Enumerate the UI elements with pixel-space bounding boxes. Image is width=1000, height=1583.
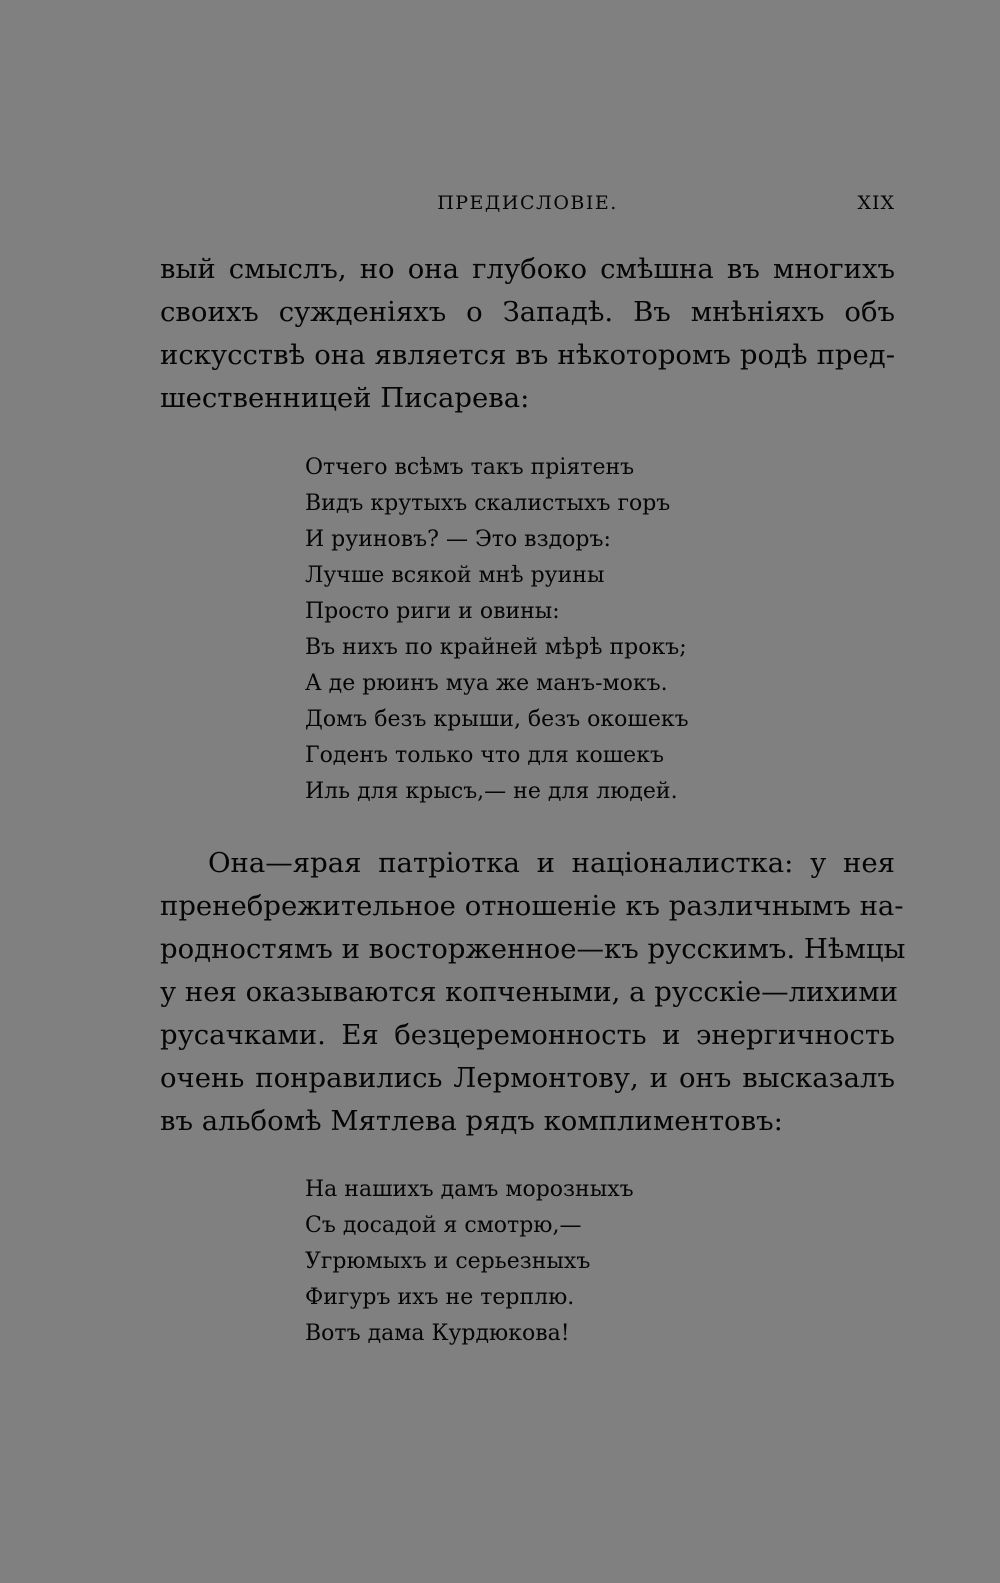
paragraph-2 [160, 842, 906, 1143]
text-line: очень понравились Лермонтову, и онъ высказалъ [160, 1062, 895, 1094]
running-title: ПРЕДИСЛОВІЕ. [437, 192, 618, 214]
paragraph-1 [160, 248, 895, 420]
text-line: вый смыслъ, но она глубоко смѣшна въ многихъ [160, 253, 895, 285]
verse-line: Иль для крысъ,— не для людей. [305, 779, 678, 804]
verse-line: Отчего всѣмъ такъ пріятенъ [305, 455, 635, 480]
text-line: Она—ярая патріотка и націоналистка: у нея [208, 847, 895, 879]
text-line: у нея оказываются копчеными, а русскіе—лихими [160, 976, 898, 1008]
text-line: искусствѣ она является въ нѣкоторомъ родѣ пред- [160, 339, 895, 371]
text-line: своихъ сужденіяхъ о Западѣ. Въ мнѣніяхъ объ [160, 296, 895, 328]
verse-line: Видъ крутыхъ скалистыхъ горъ [305, 491, 671, 516]
verse-line: Въ нихъ по крайней мѣрѣ прокъ; [305, 635, 687, 660]
verse-block-2 [305, 1172, 634, 1352]
verse-line: Угрюмыхъ и серьезныхъ [305, 1249, 591, 1274]
text-line: въ альбомѣ Мятлева рядъ комплиментовъ: [160, 1105, 783, 1137]
text-line: пренебрежительное отношеніе къ различнымъ на- [160, 890, 904, 922]
text-line: русачками. Ея безцеремонность и энергичность [160, 1019, 895, 1051]
verse-line: Просто риги и овины: [305, 599, 560, 624]
running-head [160, 190, 895, 220]
verse-line: На нашихъ дамъ морозныхъ [305, 1177, 634, 1202]
text-line: шественницей Писарева: [160, 382, 530, 414]
verse-line: А де рюинъ муа же манъ-мокъ. [305, 671, 668, 696]
verse-line: Съ досадой я смотрю,— [305, 1213, 582, 1238]
verse-line: Лучше всякой мнѣ руины [305, 563, 605, 588]
verse-block-1 [305, 450, 689, 810]
verse-line: И руиновъ? — Это вздоръ: [305, 527, 611, 552]
verse-line: Годенъ только что для кошекъ [305, 743, 664, 768]
text-line: родностямъ и восторженное—къ русскимъ. Нѣмцы [160, 933, 906, 965]
verse-line: Фигуръ ихъ не терплю. [305, 1285, 575, 1310]
page-number: XIX [857, 192, 895, 214]
verse-line: Вотъ дама Курдюкова! [305, 1321, 570, 1346]
verse-line: Домъ безъ крыши, безъ окошекъ [305, 707, 689, 732]
